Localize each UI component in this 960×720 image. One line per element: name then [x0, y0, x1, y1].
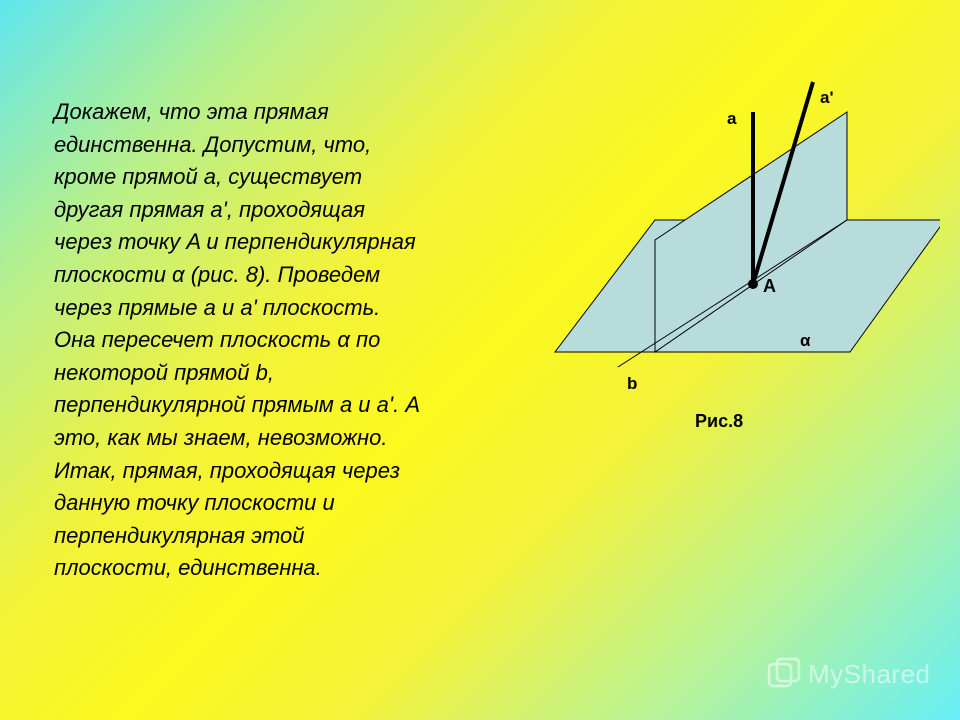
text-line: перпендикулярная этой	[54, 522, 305, 548]
label-alpha: α	[800, 331, 811, 350]
text-line: плоскости α (рис. 8). Проведем	[54, 261, 381, 287]
text-line: Она пересечет плоскость α по	[54, 327, 381, 353]
text-line: единственна. Допустим, что,	[54, 131, 372, 157]
point-a	[748, 279, 758, 289]
myshared-logo-icon	[766, 656, 802, 692]
text-line: это, как мы знаем, невозможно.	[54, 424, 388, 450]
text-line: некоторой прямой b,	[54, 359, 274, 385]
text-line: данную точку плоскости и	[54, 490, 335, 516]
text-line: плоскости, единственна.	[54, 555, 322, 581]
text-line: перпендикулярной прямым a и a'. А	[54, 392, 420, 418]
text-line: Итак, прямая, проходящая через	[54, 457, 400, 483]
text-line: другая прямая a', проходящая	[54, 196, 366, 222]
label-a: a	[727, 109, 737, 128]
label-a-prime: a'	[820, 88, 834, 107]
text-line: через прямые a и a' плоскость.	[54, 294, 381, 320]
text-line: Докажем, что эта прямая	[54, 99, 329, 124]
figure-caption: Рис.8	[695, 411, 744, 431]
proof-text	[54, 96, 524, 585]
text-line: через точку A и перпендикулярная	[54, 229, 416, 255]
text-line: кроме прямой a, существует	[54, 164, 363, 190]
figure-8	[540, 70, 940, 450]
watermark-text: MyShared	[808, 658, 931, 689]
label-b: b	[627, 374, 638, 393]
label-point-a: A	[763, 276, 776, 296]
watermark	[766, 654, 931, 694]
